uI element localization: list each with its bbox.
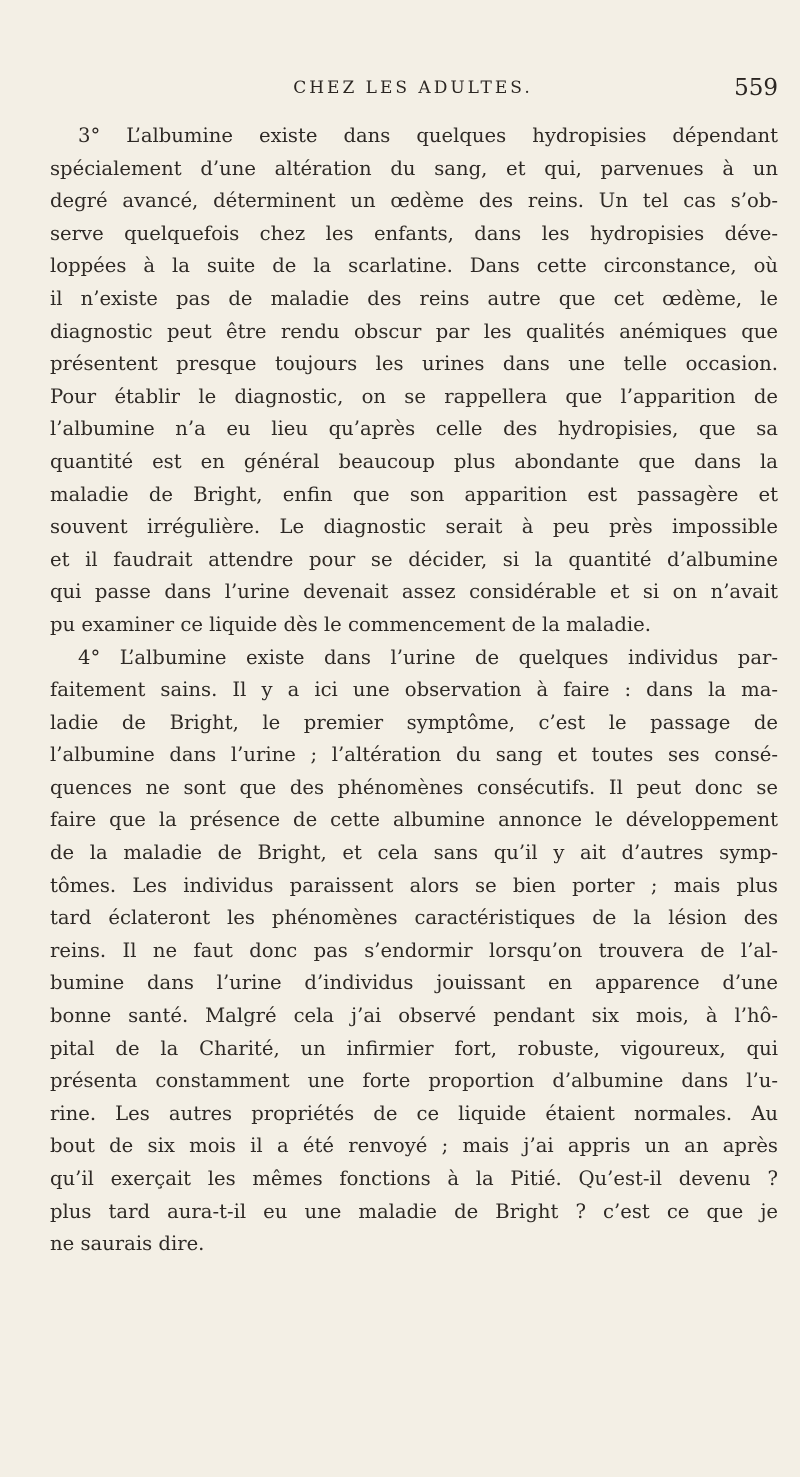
page-number: 559 (734, 75, 778, 101)
text-line: maladie de Bright, enfin que son apparition est passagère et (50, 482, 778, 506)
text-line: faitement sains. Il y a ici une observation à faire : dans la ma- (50, 678, 778, 702)
text-line: 3° L’albumine existe dans quelques hydropisies dépendant (78, 124, 778, 147)
text-line: serve quelquefois chez les enfants, dans les hydropisies déve- (50, 221, 778, 245)
text-line: de la maladie de Bright, et cela sans qu’il y ait d’autres symp- (50, 841, 778, 865)
text-line: faire que la présence de cette albumine annonce le développement (50, 808, 778, 832)
text-line: bumine dans l’urine d’individus jouissant en apparence d’une (50, 971, 778, 995)
text-line: diagnostic peut être rendu obscur par les qualités anémiques que (50, 319, 778, 343)
text-line: et il faudrait attendre pour se décider, si la quantité d’albumine (50, 547, 778, 571)
text-line: tômes. Les individus paraissent alors se bien porter ; mais plus (50, 873, 778, 897)
text-line: Pour établir le diagnostic, on se rappellera que l’apparition de (50, 384, 778, 408)
text-line: ne saurais dire. (50, 1232, 205, 1256)
text-line: quantité est en général beaucoup plus abondante que dans la (50, 449, 778, 473)
text-line: souvent irrégulière. Le diagnostic serait à peu près impossible (50, 515, 778, 539)
text-line: plus tard aura-t-il eu une maladie de Bright ? c’est ce que je (50, 1199, 778, 1223)
text-line: qui passe dans l’urine devenait assez considérable et si on n’avait (50, 580, 778, 604)
text-line: spécialement d’une altération du sang, et qui, parvenues à un (50, 156, 778, 180)
text-line: l’albumine dans l’urine ; l’altération du sang et toutes ses consé- (50, 743, 778, 767)
text-line: bout de six mois il a été renvoyé ; mais j’ai appris un an après (50, 1134, 778, 1158)
text-line: pu examiner ce liquide dès le commencement de la maladie. (50, 612, 652, 636)
running-title: CHEZ LES ADULTES. (293, 78, 533, 98)
text-line: tard éclateront les phénomènes caractéristiques de la lésion des (50, 906, 778, 930)
text-line: rine. Les autres propriétés de ce liquide étaient normales. Au (50, 1101, 778, 1125)
text-line: bonne santé. Malgré cela j’ai observé pendant six mois, à l’hô- (50, 1004, 778, 1028)
text-line: 4° L’albumine existe dans l’urine de quelques individus par- (78, 645, 778, 669)
text-line: loppées à la suite de la scarlatine. Dans cette circonstance, où (50, 254, 778, 278)
body-text (50, 120, 778, 1261)
text-line: pital de la Charité, un infirmier fort, robuste, vigoureux, qui (50, 1036, 778, 1060)
text-line: degré avancé, déterminent un œdème des reins. Un tel cas s’ob- (50, 189, 778, 213)
text-line: reins. Il ne faut donc pas s’endormir lorsqu’on trouvera de l’al- (50, 938, 778, 962)
text-line: qu’il exerçait les mêmes fonctions à la Pitié. Qu’est-il devenu ? (50, 1167, 778, 1190)
text-line: l’albumine n’a eu lieu qu’après celle des hydropisies, que sa (50, 417, 778, 441)
text-line: présentent presque toujours les urines dans une telle occasion. (50, 352, 778, 376)
text-line: ladie de Bright, le premier symptôme, c’est le passage de (50, 710, 778, 734)
text-line: présenta constamment une forte proportion d’albumine dans l’u- (50, 1069, 778, 1093)
text-line: il n’existe pas de maladie des reins autre que cet œdème, le (50, 286, 778, 310)
running-head (48, 75, 778, 108)
text-line: quences ne sont que des phénomènes consécutifs. Il peut donc se (50, 775, 778, 799)
